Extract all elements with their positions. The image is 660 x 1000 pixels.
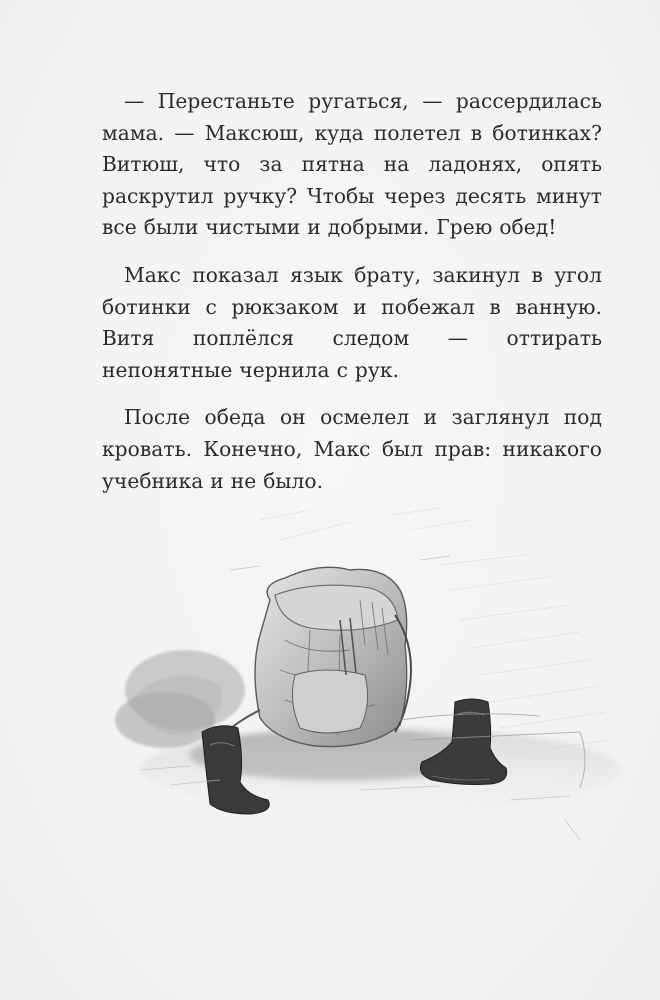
- backpack-boots-illustration: [110, 470, 630, 850]
- paragraph-3: После обеда он осмелел и заглянул под кровать. Конечно, Макс был прав: никакого учебника и не было.: [102, 405, 602, 493]
- paragraph-2: Макс показал язык брату, закинул в угол ботинки с рюкзаком и побежал в ванную. Витя поплёлся следом — оттирать непонятные чернила с рук.: [102, 262, 602, 382]
- paragraph-1: — Перестаньте ругаться, — рассердилась мама. — Максюш, куда полетел в ботинках? Витюш, что за пятна на ладонях, опять раскрутил ручку? Чтобы через десять минут все были чистыми и добрыми. Грею обед!: [102, 89, 602, 240]
- backpack: [220, 567, 411, 746]
- text-block: [102, 86, 602, 513]
